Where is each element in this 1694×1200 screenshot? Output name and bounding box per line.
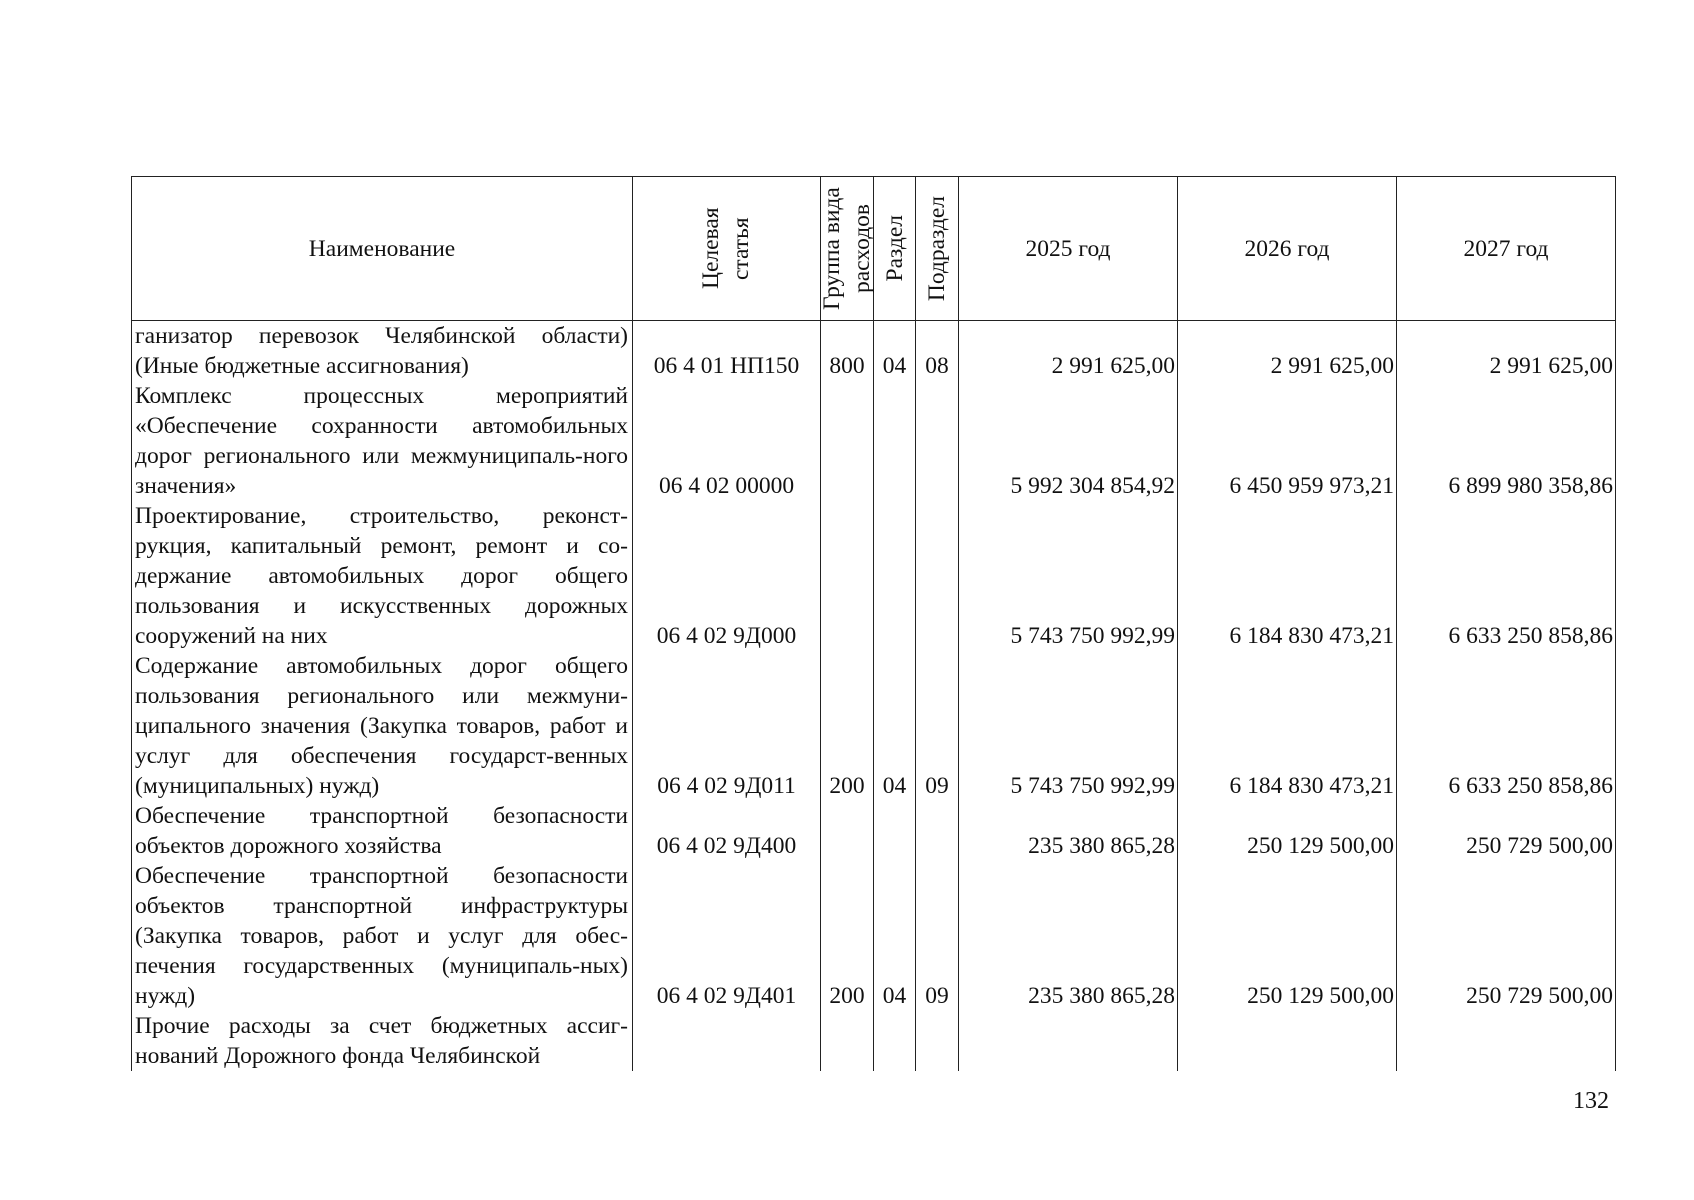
row-target: 06 4 02 9Д011	[633, 651, 821, 801]
header-2027: 2027 год	[1397, 177, 1616, 321]
table-row	[132, 651, 1616, 801]
row-name: Проектирование, строительство, реконст-рукция, капитальный ремонт, ремонт и со-держание автомобильных дорог общего пользования и искусственных дорожных сооружений на них	[132, 501, 633, 651]
row-2025: 235 380 865,28	[959, 861, 1178, 1011]
table-row	[132, 321, 1616, 382]
header-subsection-label: Подраздел	[924, 195, 950, 302]
row-2027: 250 729 500,00	[1397, 801, 1616, 861]
table-row	[132, 861, 1616, 1011]
row-2026: 6 184 830 473,21	[1178, 501, 1397, 651]
row-target: 06 4 01 НП150	[633, 321, 821, 382]
row-2026: 250 129 500,00	[1178, 861, 1397, 1011]
row-2025: 235 380 865,28	[959, 801, 1178, 861]
row-subsection	[916, 501, 959, 651]
row-name: Обеспечение транспортной безопасности объектов транспортной инфраструктуры (Закупка товаров, работ и услуг для обес-печения государственных (муниципаль-ных) нужд)	[132, 861, 633, 1011]
row-2026	[1178, 1011, 1397, 1071]
row-subsection	[916, 381, 959, 501]
row-section	[874, 1011, 916, 1071]
row-name: ганизатор перевозок Челябинской области) (Иные бюджетные ассигнования)	[132, 321, 633, 382]
table-row	[132, 501, 1616, 651]
row-name: Комплекс процессных мероприятий «Обеспечение сохранности автомобильных дорог регионального или межмуниципаль-ного значения»	[132, 381, 633, 501]
header-2026: 2026 год	[1178, 177, 1397, 321]
header-group	[821, 177, 874, 321]
row-2026: 6 450 959 973,21	[1178, 381, 1397, 501]
row-subsection: 09	[916, 651, 959, 801]
row-2026: 2 991 625,00	[1178, 321, 1397, 382]
row-2027: 6 899 980 358,86	[1397, 381, 1616, 501]
row-2027: 250 729 500,00	[1397, 861, 1616, 1011]
row-section	[874, 381, 916, 501]
row-group: 200	[821, 861, 874, 1011]
header-2025: 2025 год	[959, 177, 1178, 321]
row-group: 200	[821, 651, 874, 801]
row-subsection	[916, 1011, 959, 1071]
page-number: 132	[1573, 1088, 1609, 1114]
row-section: 04	[874, 321, 916, 382]
row-2027	[1397, 1011, 1616, 1071]
row-subsection: 08	[916, 321, 959, 382]
row-2026: 6 184 830 473,21	[1178, 651, 1397, 801]
row-section	[874, 501, 916, 651]
row-section	[874, 801, 916, 861]
row-2025: 5 743 750 992,99	[959, 651, 1178, 801]
header-section-label: Раздел	[881, 215, 908, 282]
row-2027: 2 991 625,00	[1397, 321, 1616, 382]
header-section	[874, 177, 916, 321]
row-2025: 2 991 625,00	[959, 321, 1178, 382]
row-target: 06 4 02 00000	[633, 381, 821, 501]
row-name: Прочие расходы за счет бюджетных ассиг-нований Дорожного фонда Челябинской	[132, 1011, 633, 1071]
header-group-label: Группа вида расходов	[819, 187, 875, 310]
row-2027: 6 633 250 858,86	[1397, 501, 1616, 651]
row-2025	[959, 1011, 1178, 1071]
row-target	[633, 1011, 821, 1071]
row-2025: 5 743 750 992,99	[959, 501, 1178, 651]
row-name: Содержание автомобильных дорог общего пользования регионального или межмуни-ципального значения (Закупка товаров, работ и услуг для обеспечения государст-венных (муниципальных) нужд)	[132, 651, 633, 801]
row-group	[821, 381, 874, 501]
row-subsection: 09	[916, 861, 959, 1011]
row-name: Обеспечение транспортной безопасности объектов дорожного хозяйства	[132, 801, 633, 861]
row-2027: 6 633 250 858,86	[1397, 651, 1616, 801]
row-group: 800	[821, 321, 874, 382]
header-subsection	[916, 177, 959, 321]
row-2026: 250 129 500,00	[1178, 801, 1397, 861]
header-target	[633, 177, 821, 321]
header-name: Наименование	[132, 177, 633, 321]
row-target: 06 4 02 9Д400	[633, 801, 821, 861]
row-group	[821, 501, 874, 651]
row-section: 04	[874, 861, 916, 1011]
row-subsection	[916, 801, 959, 861]
table-header-row	[132, 177, 1616, 321]
row-target: 06 4 02 9Д000	[633, 501, 821, 651]
row-group	[821, 1011, 874, 1071]
table-row	[132, 1011, 1616, 1071]
table-row	[132, 381, 1616, 501]
row-2025: 5 992 304 854,92	[959, 381, 1178, 501]
row-section: 04	[874, 651, 916, 801]
table-row	[132, 801, 1616, 861]
budget-table	[131, 176, 1616, 1071]
row-group	[821, 801, 874, 861]
row-target: 06 4 02 9Д401	[633, 861, 821, 1011]
header-target-label: Целевая статья	[697, 207, 754, 290]
